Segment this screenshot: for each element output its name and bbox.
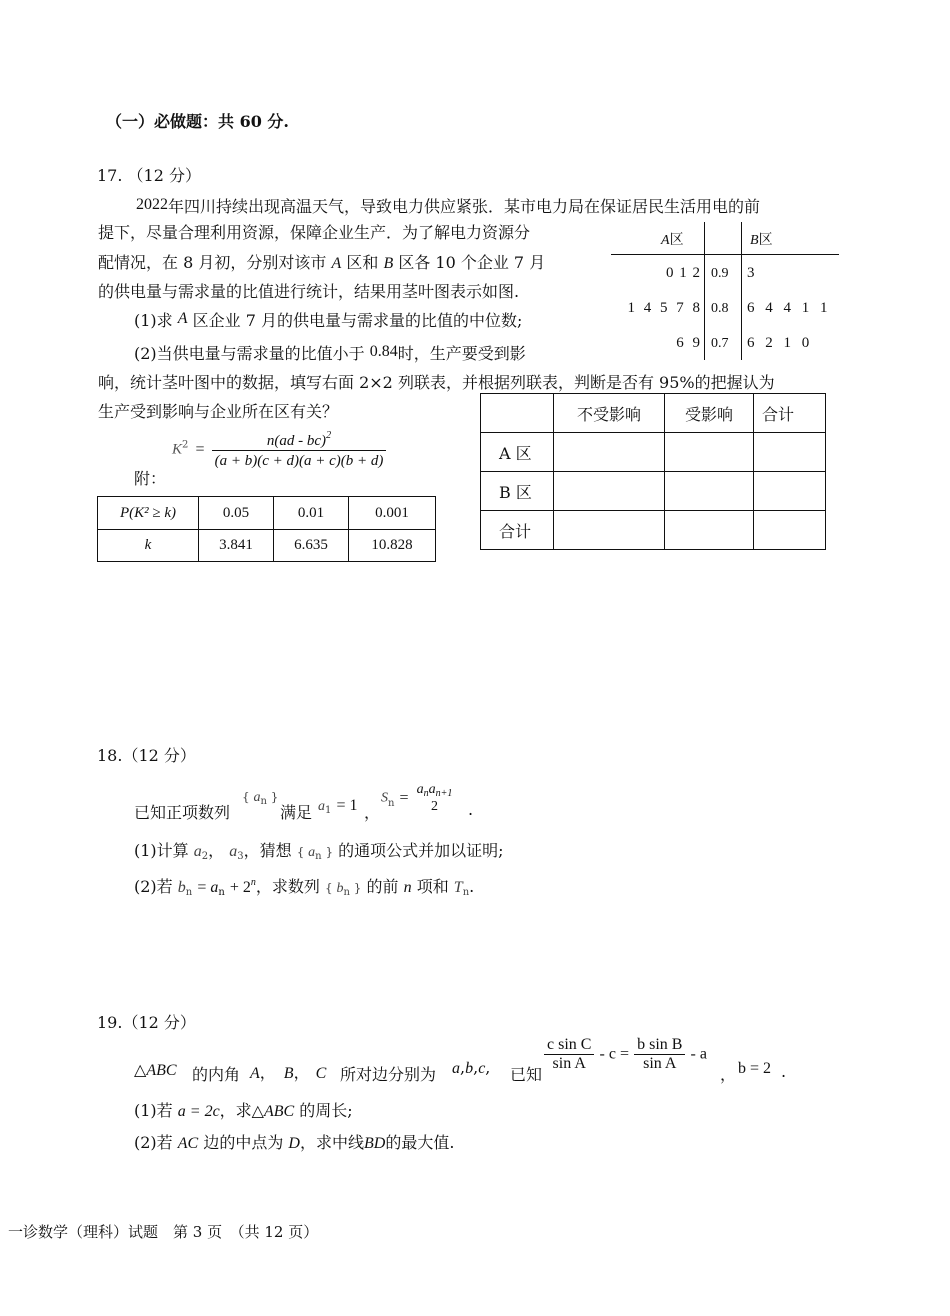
formula-fraction: $\frac{n(ad - bc)^2}{(a + b)(c + d)(a + c)(b + d)}$ (212, 430, 387, 470)
stem-leaf-right-1: 6 4 4 1 1 (747, 300, 828, 316)
q17-line1: 2022年四川持续出现高温天气，导致电力供应紧张．某市电力局在保证居民生活用电的前 (136, 196, 761, 216)
q17-part1: (1)求 A 区企业 7 月的供电量与需求量的比值的中位数; (134, 310, 523, 330)
q17-number: 17. (97, 166, 123, 185)
critical-cell: 0.001 (349, 497, 436, 530)
q17-line4: 的供电量与需求量的比值进行统计，结果用茎叶图表示如图. (98, 282, 520, 301)
critical-value-table (97, 496, 436, 562)
stem-leaf-stem-0: 0.9 (711, 266, 729, 281)
stem-leaf-left-0: 0 1 2 (666, 265, 700, 281)
critical-cell: 6.635 (274, 530, 349, 562)
contingency-header: 合计 (754, 394, 826, 433)
q17-part2-cont: 响，统计茎叶图中的数据，填写右面 2×2 列联表，并根据列联表，判断是否有 95%的把握认为 (98, 373, 775, 392)
q17-part2: (2)当供电量与需求量的比值小于 0.84时，生产要受到影 (134, 343, 526, 363)
q17-line2: 提下，尽量合理利用资源，保障企业生产．为了解电力资源分 (98, 223, 531, 242)
q18-sn-formula: $S_n$ = $a_na_{n+1}$ 2 (381, 782, 453, 814)
contingency-cell (554, 472, 665, 511)
contingency-cell (665, 433, 754, 472)
stem-leaf-left-rule (704, 222, 705, 360)
critical-row1-label: P(K² ≥ k) (98, 497, 199, 530)
k-squared-formula: $K^2$ = $\frac{n(ad - bc)^2}{(a + b)(c + d)(a + c)(b + d)}$ (172, 430, 386, 470)
contingency-cell (754, 433, 826, 472)
stem-leaf-stem-2: 0.7 (711, 336, 729, 351)
critical-row2-label: k (98, 530, 199, 562)
q18-a1: $a_1 = 1$ (318, 797, 358, 816)
contingency-header: 不受影响 (554, 394, 665, 433)
contingency-cell (554, 433, 665, 472)
q17-points: （12 分） (127, 166, 201, 185)
q19-header (97, 1010, 196, 1033)
q18-seq-a: { $a_n$ } (242, 790, 279, 807)
q17-line3: 配情况，在 8 月初，分别对该市 A 区和 B 区各 10 个企业 7 月 (98, 253, 546, 272)
q18-part1: (1)计算 $a_2$， $a_3$，猜想 { $a_n$ } 的通项公式并加以证明; (134, 841, 504, 862)
q17-header (97, 163, 201, 186)
q18-part2: (2)若 $b_n = a_n + 2^n$，求数列 { $b_n$ } 的前 n 项和 $T_n$. (134, 877, 475, 898)
contingency-table (480, 393, 826, 550)
stem-leaf-right-0: 3 (747, 265, 755, 281)
q19-given-equation: $\frac{\text{c sin C}}{\text{sin A}}$ - c = $\frac{\text{b sin B}}{\text{sin A}}$ - a (544, 1036, 707, 1073)
contingency-row-label: B 区 (481, 472, 554, 511)
contingency-header: 受影响 (665, 394, 754, 433)
q18-header (97, 743, 196, 766)
contingency-cell (554, 511, 665, 550)
stem-leaf-right-2: 6 2 1 0 (747, 335, 810, 351)
critical-cell: 0.01 (274, 497, 349, 530)
section-heading: （一）必做题：共 60 分. (106, 112, 289, 131)
appendix-label: 附： (134, 469, 167, 488)
contingency-cell (665, 472, 754, 511)
stem-leaf-header-rule (611, 254, 839, 255)
q18-number: 18. (97, 746, 123, 765)
q18-points: （12 分） (122, 746, 196, 765)
stem-leaf-stem-1: 0.8 (711, 301, 729, 316)
q19-points: （12 分） (122, 1013, 196, 1032)
stem-leaf-left-1: 1 4 5 7 8 (627, 300, 700, 316)
critical-cell: 0.05 (199, 497, 274, 530)
critical-cell: 3.841 (199, 530, 274, 562)
stem-leaf-plot (611, 222, 839, 360)
contingency-row-label: A 区 (481, 433, 554, 472)
contingency-header-empty (481, 394, 554, 433)
contingency-cell (665, 511, 754, 550)
stem-leaf-right-rule (741, 222, 742, 360)
contingency-cell (754, 511, 826, 550)
q19-part2: (2)若 AC 边的中点为 D，求中线BD的最大值. (134, 1133, 455, 1152)
contingency-cell (754, 472, 826, 511)
stem-leaf-header-b: B区 (750, 232, 773, 248)
q17-year: 2022 (136, 196, 168, 213)
stem-leaf-left-2: 6 9 (676, 335, 700, 351)
stem-leaf-header-a: A区 (661, 232, 684, 248)
q19-number: 19. (97, 1013, 123, 1032)
page-footer: 一诊数学（理科）试题 第 3 页 （共 12 页） (8, 1223, 319, 1241)
contingency-row-label: 合计 (481, 511, 554, 550)
q19-part1: (1)若 a = 2c，求△ABC 的周长; (134, 1101, 353, 1120)
critical-cell: 10.828 (349, 530, 436, 562)
q17-part2-end: 生产受到影响与企业所在区有关？ (98, 402, 339, 421)
